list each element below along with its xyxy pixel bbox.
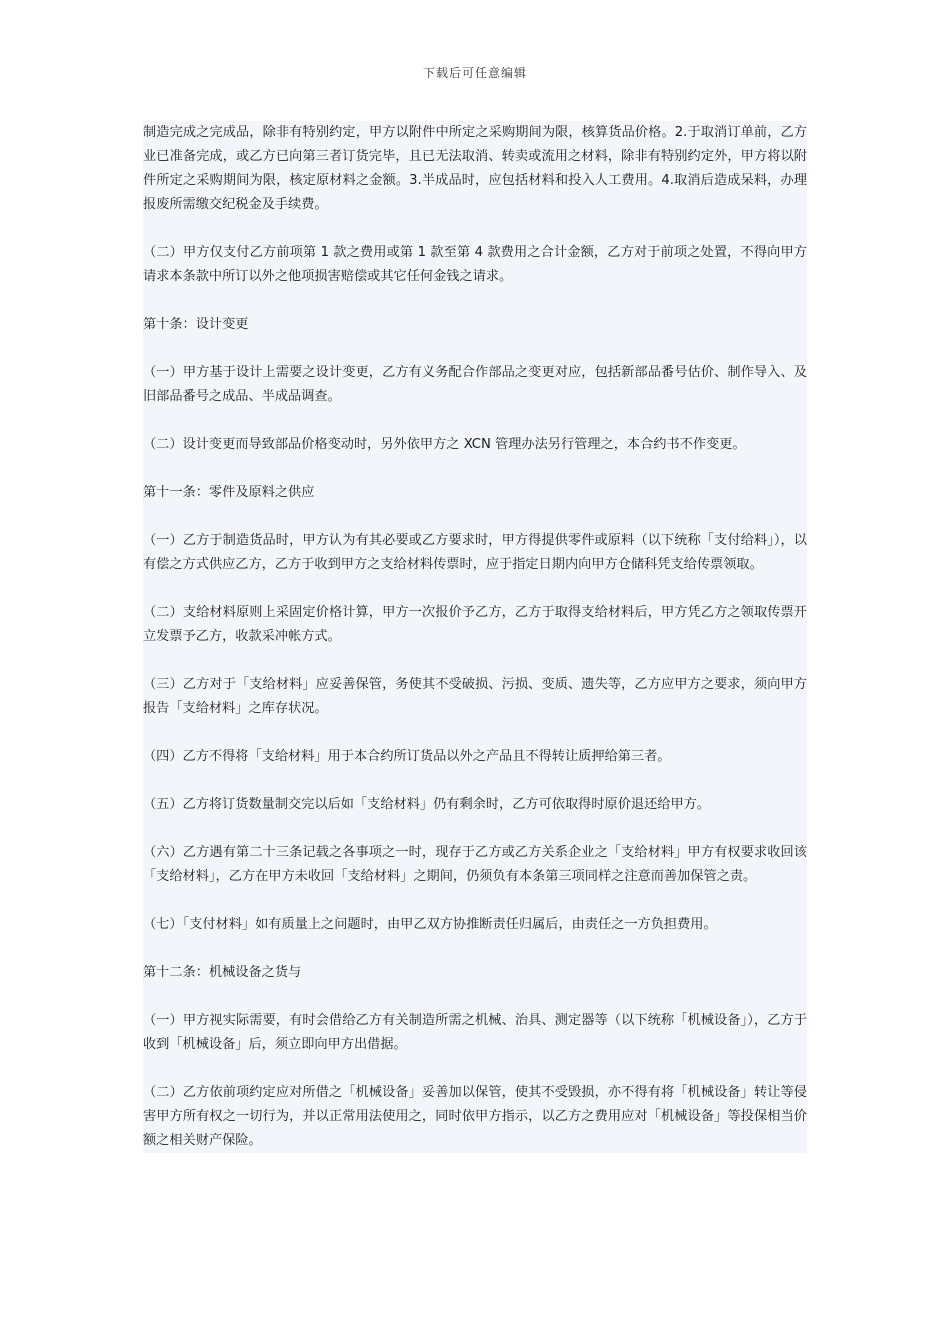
paragraph-clause-12-1: （一）甲方视实际需要，有时会借给乙方有关制造所需之机械、治具、测定器等（以下统称「机械设备」），乙方于收到「机械设备」后，须立即向甲方出借据。 xyxy=(143,1013,807,1052)
article-heading-12: 第十二条：机械设备之货与 xyxy=(143,965,302,980)
paragraph-clause-11-7: （七）「支付材料」如有质量上之问题时，由甲乙双方协推断责任归属后，由责任之一方负担费用。 xyxy=(143,917,717,932)
paragraph-clause-11-1: （一）乙方于制造货品时，甲方认为有其必要或乙方要求时，甲方得提供零件或原料（以下统称「支付给料」），以有偿之方式供应乙方，乙方于收到甲方之支给材料传票时，应于指定日期内向甲方仓储科凭支给传票领取。 xyxy=(143,533,807,572)
paragraph-clause-9-2: （二）甲方仅支付乙方前项第 1 款之费用或第 1 款至第 4 款费用之合计金额，乙方对于前项之处置，不得向甲方请求本条款中所订以外之他项损害赔偿或其它任何金钱之请求。 xyxy=(143,245,807,284)
article-heading-10: 第十条：设计变更 xyxy=(143,317,249,332)
paragraph-clause-12-2: （二）乙方依前项约定应对所借之「机械设备」妥善加以保管，使其不受毁损，亦不得有将「机械设备」转让等侵害甲方所有权之一切行为，并以正常用法使用之，同时依甲方指示，以乙方之费用应对「机械设备」等投保相当价额之相关财产保险。 xyxy=(143,1085,807,1148)
document-body xyxy=(143,121,807,1153)
article-heading-11: 第十一条：零件及原料之供应 xyxy=(143,485,315,500)
paragraph-clause-11-5: （五）乙方将订货数量制交完以后如「支给材料」仍有剩余时，乙方可依取得时原价退还给甲方。 xyxy=(143,797,711,812)
paragraph-clause-11-4: （四）乙方不得将「支给材料」用于本合约所订货品以外之产品且不得转让质押给第三者。 xyxy=(143,749,671,764)
paragraph-clause-11-3: （三）乙方对于「支给材料」应妥善保管，务使其不受破损、污损、变质、遗失等，乙方应甲方之要求，须向甲方报告「支给材料」之库存状况。 xyxy=(143,677,807,716)
paragraph-clause-11-6: （六）乙方遇有第二十三条记载之各事项之一时，现存于乙方或乙方关系企业之「支给材料」甲方有权要求收回该「支给材料」，乙方在甲方未收回「支给材料」之期间，仍须负有本条第三项同样之注意而善加保管之责。 xyxy=(143,845,807,884)
paragraph-clause-10-2: （二）设计变更而导致部品价格变动时，另外依甲方之 XCN 管理办法另行管理之，本合约书不作变更。 xyxy=(143,437,746,452)
paragraph-continuation: 制造完成之完成品，除非有特别约定，甲方以附件中所定之采购期间为限，核算货品价格。2.于取消订单前，乙方业已准备完成，或乙方已向第三者订货完毕，且已无法取消、转卖或流用之材料，除非有特别约定外，甲方将以附件所定之采购期间为限，核定原材料之金额。3.半成品时，应包括材料和投入人工费用。4.取消后造成呆料，办理报废所需缴交纪税金及手续费。 xyxy=(143,125,807,212)
page-header: 下载后可任意编辑 xyxy=(422,66,527,80)
paragraph-clause-10-1: （一）甲方基于设计上需要之设计变更，乙方有义务配合作部品之变更对应，包括新部品番号估价、制作导入、及旧部品番号之成品、半成品调查。 xyxy=(143,365,807,404)
paragraph-clause-11-2: （二）支给材料原则上采固定价格计算，甲方一次报价予乙方，乙方于取得支给材料后，甲方凭乙方之领取传票开立发票予乙方，收款采冲帐方式。 xyxy=(143,605,807,644)
